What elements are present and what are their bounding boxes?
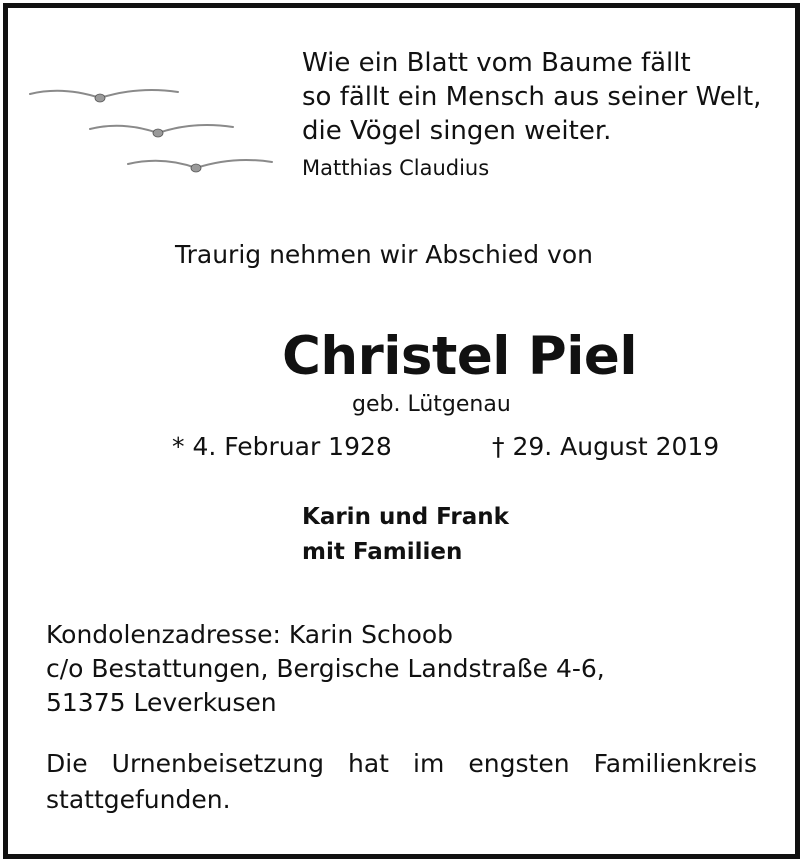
address-line: c/o Bestattungen, Bergische Landstraße 4-6,: [46, 654, 605, 683]
maiden-name: geb. Lütgenau: [352, 392, 511, 417]
mourner-line: mit Familien: [302, 539, 463, 565]
flying-birds-icon: [28, 78, 278, 182]
mourner-line: Karin und Frank: [302, 504, 509, 530]
burial-note-line: stattgefunden.: [46, 785, 231, 814]
address-line: Kondolenzadresse: Karin Schoob: [46, 620, 454, 649]
burial-note-line: Die Urnenbeisetzung hat im engsten Familienkreis: [46, 749, 757, 778]
burial-note: [46, 746, 757, 818]
poem-author: Matthias Claudius: [302, 156, 490, 180]
deceased-name: Christel Piel: [282, 326, 638, 387]
poem-line: so fällt ein Mensch aus seiner Welt,: [302, 82, 762, 112]
address-line: 51375 Leverkusen: [46, 688, 277, 717]
death-date: † 29. August 2019: [492, 432, 720, 461]
intro-text: Traurig nehmen wir Abschied von: [175, 240, 593, 269]
poem-line: Wie ein Blatt vom Baume fällt: [302, 48, 691, 78]
birth-date: * 4. Februar 1928: [172, 432, 392, 461]
poem-line: die Vögel singen weiter.: [302, 116, 612, 146]
